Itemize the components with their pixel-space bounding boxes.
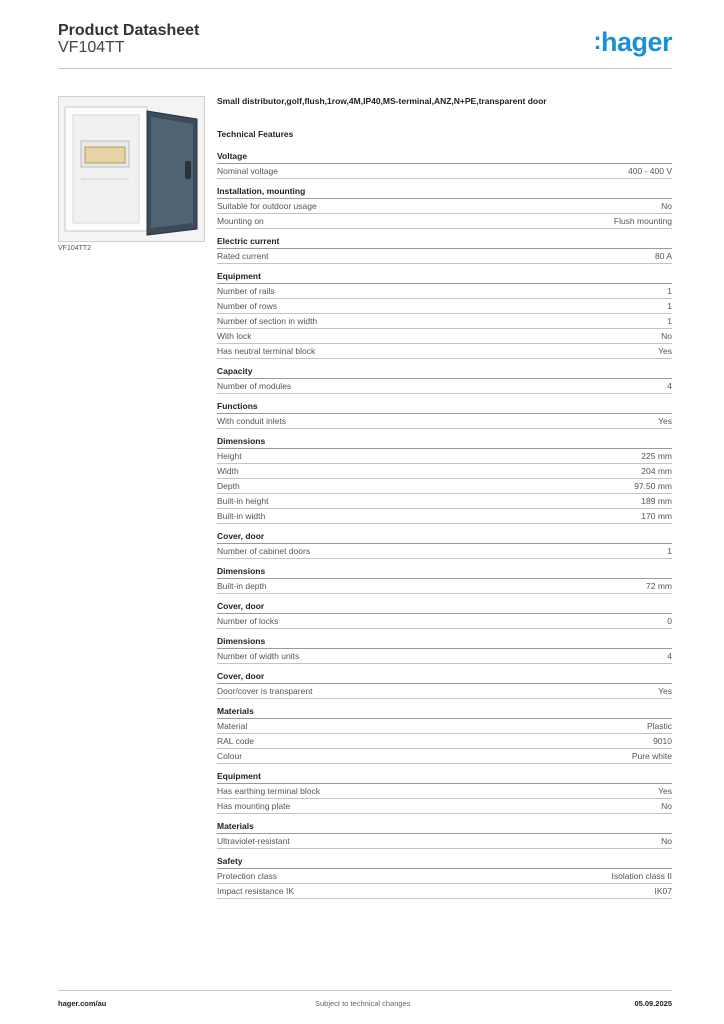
spec-label: Number of rows	[217, 301, 277, 311]
spec-section	[217, 770, 672, 814]
spec-row	[217, 379, 672, 394]
footer-date: 05.09.2025	[634, 999, 672, 1008]
spec-sections	[217, 150, 672, 899]
spec-row	[217, 314, 672, 329]
spec-value: 189 mm	[641, 496, 672, 506]
spec-value: 1	[667, 546, 672, 556]
section-title: Functions	[217, 400, 672, 414]
spec-value: 1	[667, 316, 672, 326]
spec-label: Number of cabinet doors	[217, 546, 311, 556]
spec-value: 72 mm	[646, 581, 672, 591]
spec-row	[217, 344, 672, 359]
spec-section	[217, 185, 672, 229]
technical-features-title: Technical Features	[217, 129, 294, 139]
spec-label: Built-in width	[217, 511, 266, 521]
footer-divider	[58, 990, 672, 991]
spec-section	[217, 235, 672, 264]
spec-section	[217, 365, 672, 394]
spec-section	[217, 270, 672, 359]
spec-row	[217, 214, 672, 229]
section-title: Dimensions	[217, 435, 672, 449]
spec-row	[217, 544, 672, 559]
section-title: Voltage	[217, 150, 672, 164]
spec-label: Mounting on	[217, 216, 264, 226]
spec-row	[217, 509, 672, 524]
spec-row	[217, 494, 672, 509]
section-title: Materials	[217, 705, 672, 719]
section-title: Cover, door	[217, 530, 672, 544]
spec-row	[217, 784, 672, 799]
spec-label: Number of section in width	[217, 316, 318, 326]
specifications	[217, 96, 672, 905]
image-caption: VF104TT2	[58, 245, 92, 252]
section-title: Equipment	[217, 770, 672, 784]
spec-value: Yes	[658, 686, 672, 696]
page-title: Product Datasheet	[58, 22, 200, 39]
spec-row	[217, 734, 672, 749]
spec-section	[217, 635, 672, 664]
section-title: Electric current	[217, 235, 672, 249]
spec-value: 204 mm	[641, 466, 672, 476]
spec-label: Number of locks	[217, 616, 279, 626]
section-title: Dimensions	[217, 635, 672, 649]
spec-row	[217, 884, 672, 899]
spec-row	[217, 719, 672, 734]
spec-row	[217, 684, 672, 699]
spec-section	[217, 150, 672, 179]
spec-row	[217, 284, 672, 299]
spec-value: 1	[667, 301, 672, 311]
spec-row	[217, 464, 672, 479]
spec-row	[217, 199, 672, 214]
spec-label: Door/cover is transparent	[217, 686, 313, 696]
product-image	[58, 96, 205, 242]
section-title: Dimensions	[217, 565, 672, 579]
spec-row	[217, 799, 672, 814]
spec-label: Rated current	[217, 251, 269, 261]
hager-logo: :hager	[593, 27, 672, 57]
spec-row	[217, 299, 672, 314]
spec-label: Suitable for outdoor usage	[217, 201, 317, 211]
spec-row	[217, 834, 672, 849]
section-title: Cover, door	[217, 670, 672, 684]
spec-row	[217, 249, 672, 264]
spec-label: Number of modules	[217, 381, 292, 391]
spec-value: 97.50 mm	[634, 481, 672, 491]
spec-section	[217, 670, 672, 699]
spec-section	[217, 565, 672, 594]
spec-section	[217, 400, 672, 429]
product-description: Small distributor,golf,flush,1row,4M,IP40,MS-terminal,ANZ,N+PE,transparent door	[217, 96, 547, 106]
spec-section	[217, 820, 672, 849]
distribution-board-illustration	[59, 97, 204, 241]
spec-label: Impact resistance IK	[217, 886, 295, 896]
spec-label: Height	[217, 451, 242, 461]
product-reference: VF104TT	[58, 39, 125, 56]
spec-row	[217, 869, 672, 884]
spec-value: Yes	[658, 786, 672, 796]
spec-value: 4	[667, 381, 672, 391]
section-title: Materials	[217, 820, 672, 834]
spec-value: 0	[667, 616, 672, 626]
section-title: Cover, door	[217, 600, 672, 614]
spec-section	[217, 705, 672, 764]
spec-row	[217, 164, 672, 179]
spec-value: 400 - 400 V	[628, 166, 672, 176]
spec-value: 170 mm	[641, 511, 672, 521]
spec-section	[217, 600, 672, 629]
spec-value: IK07	[654, 886, 672, 896]
spec-value: Plastic	[646, 721, 672, 731]
spec-value: Yes	[658, 346, 672, 356]
spec-value: No	[661, 201, 672, 211]
spec-label: Colour	[217, 751, 243, 761]
footer-website: hager.com/au	[58, 999, 107, 1008]
spec-row	[217, 614, 672, 629]
section-title: Installation, mounting	[217, 185, 672, 199]
spec-value: Yes	[658, 416, 672, 426]
spec-section	[217, 855, 672, 899]
spec-value: 4	[667, 651, 672, 661]
spec-value: Isolation class II	[611, 871, 672, 881]
spec-label: Has mounting plate	[217, 801, 291, 811]
spec-row	[217, 749, 672, 764]
header-divider	[58, 68, 672, 69]
spec-value: 1	[667, 286, 672, 296]
spec-row	[217, 479, 672, 494]
spec-section	[217, 435, 672, 524]
spec-value: Pure white	[631, 751, 672, 761]
spec-label: Built-in depth	[217, 581, 267, 591]
spec-label: With conduit inlets	[217, 416, 286, 426]
footer-notice: Subject to technical changes	[315, 999, 411, 1008]
spec-label: Number of width units	[217, 651, 300, 661]
spec-label: Protection class	[217, 871, 277, 881]
spec-label: Nominal voltage	[217, 166, 278, 176]
spec-value: No	[661, 801, 672, 811]
spec-label: Has earthing terminal block	[217, 786, 320, 796]
spec-value: 80 A	[654, 251, 672, 261]
spec-label: Material	[217, 721, 248, 731]
spec-value: 225 mm	[641, 451, 672, 461]
spec-row	[217, 329, 672, 344]
spec-label: RAL code	[217, 736, 255, 746]
spec-label: Ultraviolet-resistant	[217, 836, 290, 846]
spec-value: 9010	[653, 736, 672, 746]
spec-row	[217, 449, 672, 464]
spec-value: No	[661, 331, 672, 341]
section-title: Safety	[217, 855, 672, 869]
spec-value: No	[661, 836, 672, 846]
spec-value: Flush mounting	[613, 216, 672, 226]
spec-label: Depth	[217, 481, 240, 491]
spec-row	[217, 414, 672, 429]
spec-label: With lock	[217, 331, 252, 341]
spec-row	[217, 579, 672, 594]
spec-label: Width	[217, 466, 239, 476]
spec-label: Has neutral terminal block	[217, 346, 316, 356]
spec-label: Built-in height	[217, 496, 269, 506]
section-title: Capacity	[217, 365, 672, 379]
spec-row	[217, 649, 672, 664]
spec-label: Number of rails	[217, 286, 275, 296]
spec-section	[217, 530, 672, 559]
section-title: Equipment	[217, 270, 672, 284]
